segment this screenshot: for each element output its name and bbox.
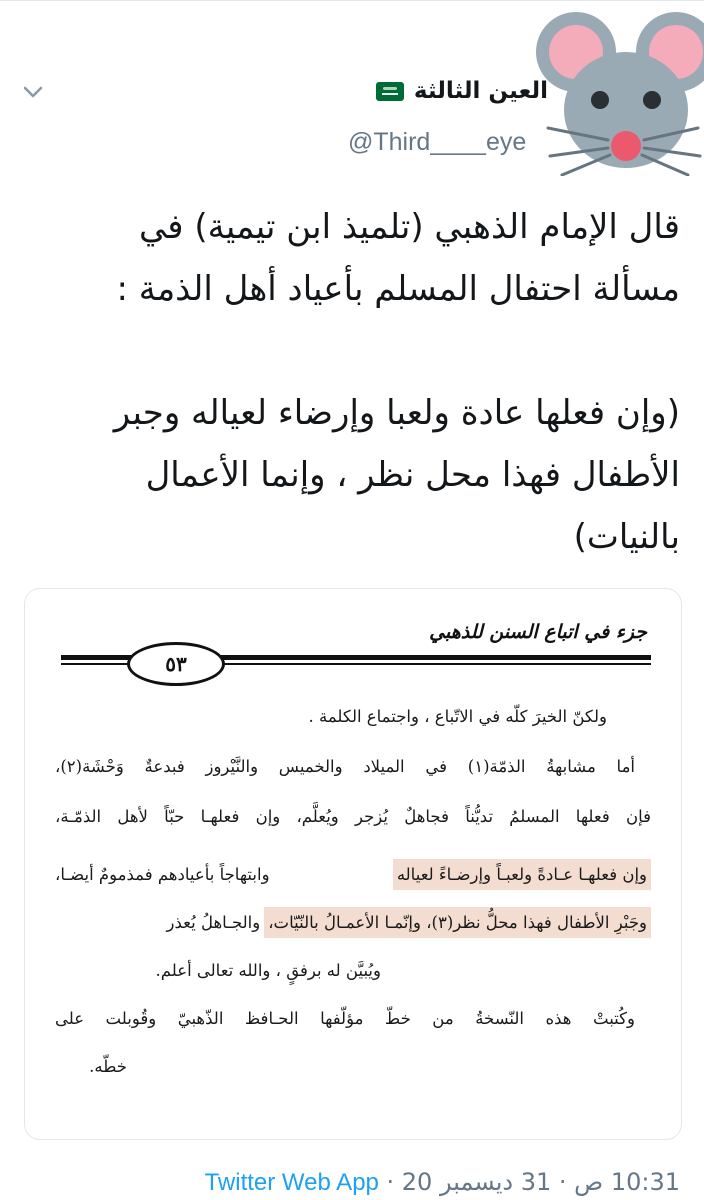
scan-line: خطّه. [89, 1057, 127, 1076]
source-app-link[interactable]: Twitter Web App [204, 1169, 379, 1196]
author-handle[interactable]: @Third____eye [348, 128, 527, 156]
attached-image[interactable] [24, 588, 682, 1140]
scan-line: ويُبيَّن له برفقٍ ، والله تعالى أعلم. [155, 961, 381, 980]
scan-text: والجـاهلُ يُعذر [166, 913, 261, 932]
tweet-line: (وإن فعلها عادة ولعبا وإرضاء لعياله وجبر [113, 393, 680, 433]
chevron-down-icon[interactable] [22, 84, 44, 100]
page-number: ٥٣ [127, 642, 225, 686]
scan-text: وابتهاجاً بأعيادهم فمذمومٌ أيضـا، [55, 865, 270, 884]
separator: · [378, 1168, 402, 1196]
scan-line-highlighted [55, 859, 651, 890]
scan-line: أما مشابهةُ الذمّة(١) في الميلاد والخميس والنَّيْروز فبدعةٌ وَحْشَة(٢)، [55, 757, 635, 776]
highlighted-text: وجَبْرِ الأطفال فهذا محلُّ نظر(٣)، وإنّمـا الأعمـالُ بالنّيّات، [264, 907, 651, 938]
tweet-line: مسألة احتفال المسلم بأعياد أهل الذمة : [116, 269, 680, 309]
scan-line: ولكنّ الخيرَ كلّه في الاتّباع ، واجتماع الكلمة . [308, 707, 607, 726]
separator: · [551, 1168, 575, 1196]
scan-line: وكُتبتْ هذه النّسخةُ من خطّ مؤلّفها الحـافظ الذّهبيّ وقُوبلت على [55, 1009, 635, 1028]
paragraph-gap [28, 320, 680, 382]
tweet-time[interactable]: 10:31 ص [574, 1168, 680, 1196]
author-name[interactable]: العين الثالثة [413, 78, 548, 104]
mouse-face-icon[interactable] [528, 0, 704, 176]
tweet-line: قال الإمام الذهبي (تلميذ ابن تيمية) في [138, 207, 680, 247]
tweet-date[interactable]: 31 ديسمبر 20 [401, 1168, 552, 1196]
author-header[interactable] [376, 78, 548, 104]
scan-line: فإن فعلها المسلمُ تديُّناً فجاهلٌ يُزجر ويُعلَّم، وإن فعلهـا حبّاً لأهل الذمّـة، [55, 807, 651, 826]
scan-line-highlighted [55, 907, 651, 938]
book-title: جزء في اتباع السنن للذهبي [429, 621, 647, 643]
saudi-flag-icon [376, 82, 404, 101]
tweet-line: بالنيات) [573, 517, 680, 557]
tweet-text [28, 196, 680, 568]
tweet-line: الأطفال فهذا محل نظر ، وإنما الأعمال [145, 455, 680, 495]
tweet-metadata [205, 1168, 680, 1197]
highlighted-text: وإن فعلهـا عـادةً ولعبـاً وإرضـاءً لعياله [393, 859, 651, 890]
